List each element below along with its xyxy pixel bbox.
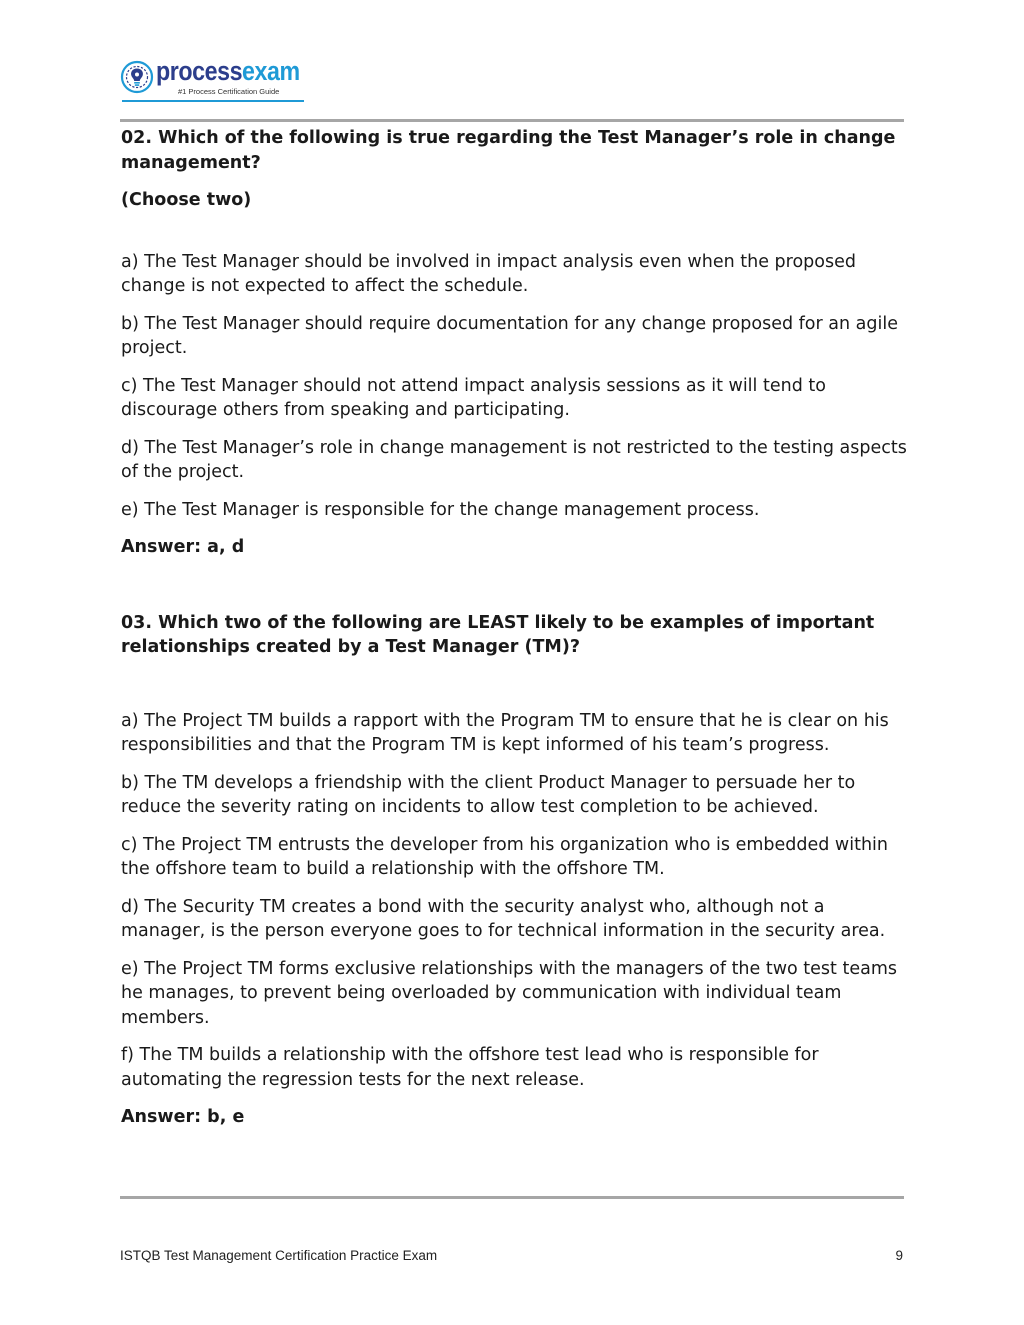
- answer-option-e: e) The Project TM forms exclusive relationships with the managers of the two test teams he manages, to prevent being overloaded by communication with individual team members.: [121, 958, 897, 1028]
- page-content: [121, 126, 911, 1130]
- answer-option-d: d) The Security TM creates a bond with the security analyst who, although not a manager, is the person everyone goes to for technical information in the security area.: [121, 896, 886, 941]
- answer-option-f: f) The TM builds a relationship with the offshore test lead who is responsible for automating the regression tests for the next release.: [121, 1045, 819, 1090]
- question-title: 02. Which of the following is true regarding the Test Manager’s role in change management?: [121, 128, 896, 173]
- answer-key: Answer: a, d: [121, 537, 245, 557]
- answer-key: Answer: b, e: [121, 1107, 245, 1127]
- answer-option-b: b) The TM develops a friendship with the client Product Manager to persuade her to reduce the severity rating on incidents to allow test completion to be achieved.: [121, 772, 856, 817]
- answer-option-c: c) The Test Manager should not attend impact analysis sessions as it will tend to discourage others from speaking and participating.: [121, 375, 826, 420]
- answer-option-a: a) The Test Manager should be involved in impact analysis even when the proposed change is not expected to affect the schedule.: [121, 251, 856, 296]
- processexam-logo: [120, 58, 306, 104]
- answer-option-e: e) The Test Manager is responsible for the change management process.: [121, 499, 760, 520]
- question-03: [121, 611, 911, 1130]
- answer-options: [121, 709, 911, 1093]
- answer-option-d: d) The Test Manager’s role in change management is not restricted to the testing aspects of the project.: [121, 437, 907, 482]
- question-02: [121, 126, 911, 560]
- lightbulb-gear-icon: [120, 60, 154, 94]
- question-title: 03. Which two of the following are LEAST likely to be examples of important relationships created by a Test Manager (TM)?: [121, 612, 875, 657]
- footer-document-title: ISTQB Test Management Certification Practice Exam: [120, 1248, 438, 1263]
- logo-word-exam: exam: [242, 56, 300, 86]
- logo-word-process: process: [156, 56, 243, 86]
- logo-wordmark: [156, 56, 300, 87]
- logo-tagline: #1 Process Certification Guide: [178, 87, 280, 96]
- header-divider: [120, 119, 904, 122]
- page-number: 9: [895, 1248, 903, 1263]
- footer-divider: [120, 1196, 904, 1199]
- answer-option-c: c) The Project TM entrusts the developer from his organization who is embedded within the offshore team to build a relationship with the offshore TM.: [121, 834, 888, 879]
- answer-options: [121, 250, 911, 523]
- answer-option-b: b) The Test Manager should require documentation for any change proposed for an agile project.: [121, 313, 898, 358]
- answer-option-a: a) The Project TM builds a rapport with the Program TM to ensure that he is clear on his responsibilities and that the Program TM is kept informed of his team’s progress.: [121, 710, 889, 755]
- logo-underline: [122, 100, 304, 102]
- question-note: (Choose two): [121, 190, 252, 210]
